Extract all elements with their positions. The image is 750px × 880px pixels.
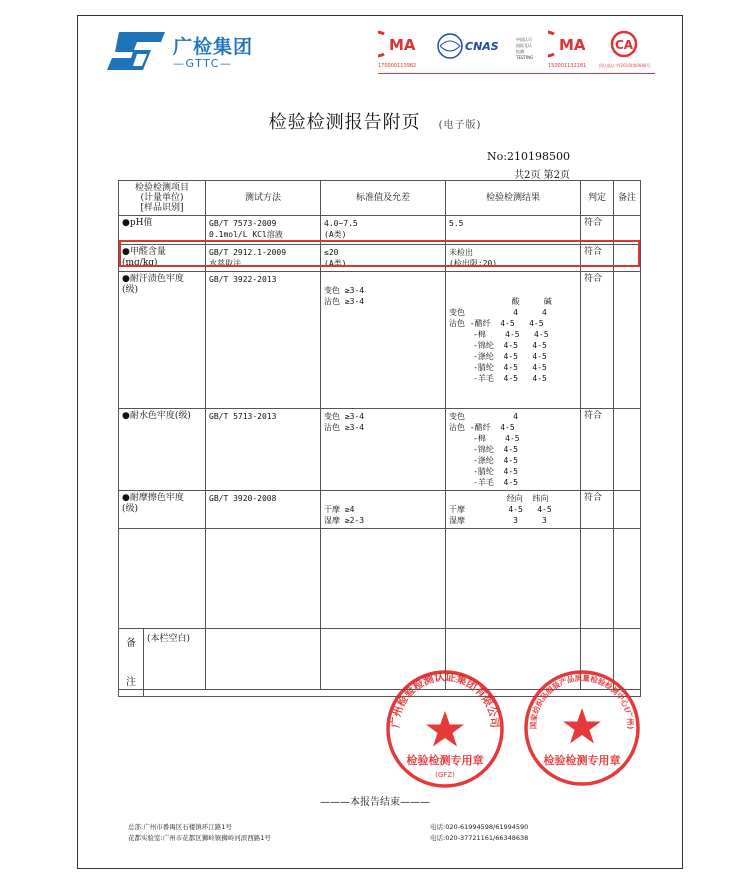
item-cell: ●耐水色牢度(级): [119, 409, 206, 491]
note-cell: [614, 491, 641, 529]
center-seal-label: 检验检测专用章: [543, 754, 621, 767]
logo-english-name: —GTTC—: [173, 57, 233, 70]
standard-cell: ≤20 (A类): [321, 245, 446, 272]
standard-cell: 4.0~7.5 (A类): [321, 216, 446, 245]
footer-address-1: 总部:广州市番禺区石楼镇环江路1号: [128, 823, 232, 831]
seal-star-icon: [426, 711, 464, 747]
cma-logo-icon: [378, 30, 426, 58]
judge-cell: 符合: [581, 216, 614, 245]
header-standard: 标准值及允差: [321, 181, 446, 216]
logo-chinese-name: 广检集团: [173, 36, 254, 58]
page-count: 共2页 第2页: [514, 170, 570, 181]
table-row: [119, 216, 641, 245]
result-cell: 经向 纬向 干摩 4-5 4-5 湿摩 3 3: [446, 491, 581, 529]
note-cell: [614, 216, 641, 245]
note-cell: [614, 409, 641, 491]
gttc-logo-icon: [107, 30, 165, 74]
method-cell: GB/T 7573-2009 0.1mol/L KCl溶液: [206, 216, 321, 245]
remarks-label: 备 注: [119, 629, 144, 697]
method-cell: GB/T 2912.1-2009 水萃取法: [206, 245, 321, 272]
cma-mark-1: [378, 30, 426, 69]
cma-logo-icon: [548, 30, 596, 58]
ca-logo-icon: [605, 30, 643, 58]
method-cell: GB/T 3922-2013: [206, 272, 321, 409]
footer-phone: [430, 822, 528, 844]
seal-star-icon: [563, 708, 601, 744]
method-cell: GB/T 5713-2013: [206, 409, 321, 491]
svg-text:检测: 检测: [516, 49, 524, 54]
remarks-text: (本栏空白): [144, 629, 641, 697]
header-note: 备注: [614, 181, 641, 216]
result-cell: 5.5: [446, 216, 581, 245]
judge-cell: 符合: [581, 409, 614, 491]
footer-phone-1: 电话:020-61994598/61994590: [430, 823, 529, 831]
ca-number: 国认监认字(2019)第0040号: [599, 63, 651, 68]
header-method: 测试方法: [206, 181, 321, 216]
standard-cell: 变色 ≥3-4 沾色 ≥3-4: [321, 272, 446, 409]
standard-cell: 变色 ≥3-4 沾色 ≥3-4: [321, 409, 446, 491]
table-header-row: [119, 181, 641, 216]
svg-text:MA: MA: [559, 36, 586, 54]
table-row: [119, 245, 641, 272]
center-seal: [522, 668, 642, 788]
result-cell: 变色 4 沾色 -醋纤 4-5 -棉 4-5 -锦纶 4-5 -涤纶 4-5 -腈纶 4-5 -羊毛 4-5: [446, 409, 581, 491]
cma-2-number: 150001132181: [548, 63, 587, 69]
report-title: [0, 108, 750, 134]
svg-text:国际互认: 国际互认: [516, 43, 532, 48]
result-cell: 酸 碱 变色 4 4 沾色 -醋纤 4-5 4-5 -棉 4-5 4-5 -锦纶 4-5 4-5 -涤纶 4-5 4-5 -腈纶 4-5 4-5 -羊毛 4-5 4-5: [446, 272, 581, 409]
header-rule: [378, 73, 655, 74]
header-item: 检验检测项目 (计量单位) [样品识别]: [119, 181, 206, 216]
judge-cell: 符合: [581, 245, 614, 272]
cnas-logo-icon: [436, 32, 544, 62]
header-judge: 判定: [581, 181, 614, 216]
svg-text:中国认可: 中国认可: [516, 37, 532, 42]
item-cell: ●甲醛含量 (mg/kg): [119, 245, 206, 272]
item-cell: ●pH值: [119, 216, 206, 245]
report-end: ———本报告结束———: [320, 797, 430, 808]
footer-phone-2: 电话:020-37721161/66348638: [430, 834, 529, 842]
judge-cell: 符合: [581, 491, 614, 529]
header-result: 检验检测结果: [446, 181, 581, 216]
cma-mark-2: [548, 30, 596, 69]
company-seal-label: 检验检测专用章: [406, 754, 484, 767]
company-seal-code: (GFZ): [435, 771, 455, 779]
svg-text:CNAS: CNAS: [465, 40, 499, 53]
gttc-logo: [107, 30, 277, 76]
judge-cell: 符合: [581, 272, 614, 409]
ca-mark: [599, 30, 651, 69]
standard-cell: 干摩 ≥4 湿摩 ≥2-3: [321, 491, 446, 529]
method-cell: GB/T 3920-2008: [206, 491, 321, 529]
table-row: [119, 272, 641, 409]
report-title-sub: (电子版): [438, 120, 482, 131]
footer-address-2: 花都实验室:广州市花都区狮岭镇狮岭河滨西路1号: [128, 834, 271, 842]
report-title-main: 检验检测报告附页: [268, 112, 421, 133]
report-number: No:210198500: [487, 150, 570, 163]
item-cell: ●耐汗渍色牢度 (级): [119, 272, 206, 409]
company-seal-arc-text: 广州检验检测认证集团有限公司: [389, 671, 501, 729]
center-seal-arc-text: 国家纺织品服装产品质量检验检测中心(广州): [528, 673, 636, 730]
result-cell: 未检出 (检出限:20): [446, 245, 581, 272]
cma-1-number: 170000113982: [378, 63, 417, 69]
company-seal: [384, 668, 506, 790]
note-cell: [614, 272, 641, 409]
table-row: [119, 491, 641, 529]
footer-address: [128, 822, 271, 844]
table-row: [119, 409, 641, 491]
svg-text:TESTING: TESTING: [516, 55, 534, 60]
cnas-mark: [436, 32, 544, 66]
svg-text:MA: MA: [389, 36, 416, 54]
results-table: [118, 180, 641, 690]
item-cell: ●耐摩擦色牢度 (级): [119, 491, 206, 529]
svg-text:CA: CA: [615, 38, 634, 52]
note-cell: [614, 245, 641, 272]
